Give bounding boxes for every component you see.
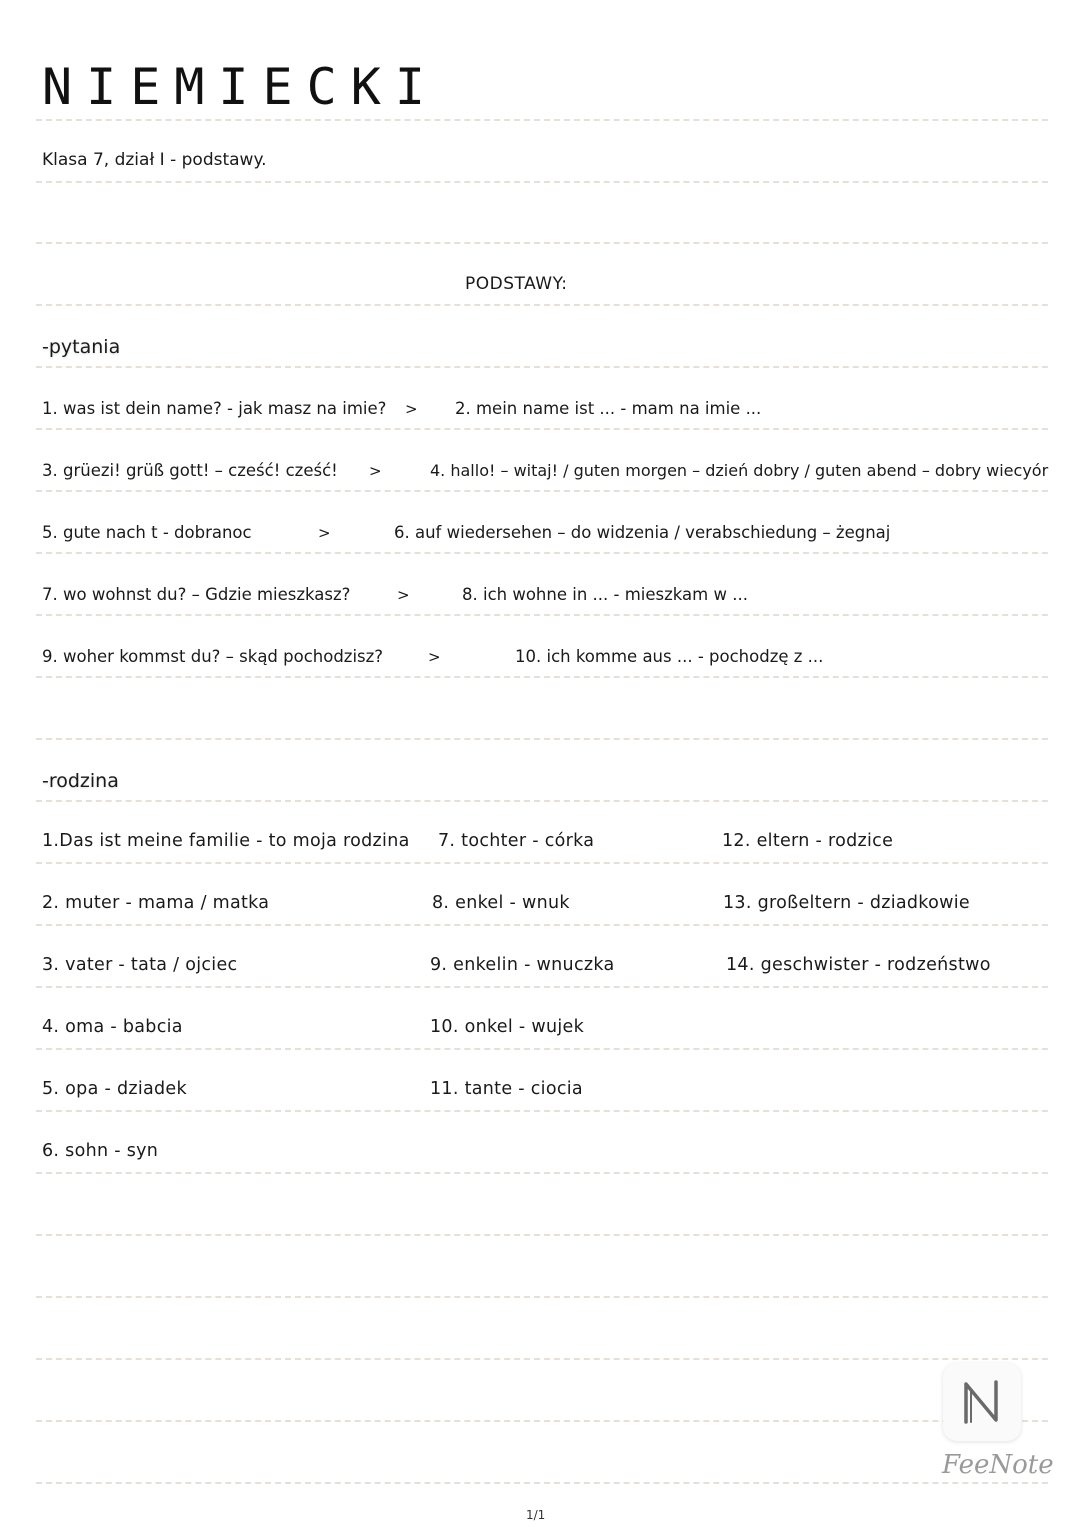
section-label-rodzina: -rodzina (42, 770, 119, 792)
brand-name: FeeNote (942, 1450, 1054, 1480)
vocab-item: 4. oma - babcia (42, 1017, 183, 1037)
question-left: 1. was ist dein name? - jak masz na imie? (42, 399, 387, 418)
vocab-item: 11. tante - ciocia (430, 1079, 583, 1099)
ruled-line (36, 366, 1048, 368)
answer-right: 4. hallo! – witaj! / guten morgen – dzień dobry / guten abend – dobry wiecyór (430, 461, 1049, 480)
answer-right: 6. auf wiedersehen – do widzenia / verabschiedung – żegnaj (394, 523, 891, 542)
answer-right: 10. ich komme aus ... - pochodzę z ... (515, 647, 824, 666)
section-heading: PODSTAWY: (465, 274, 568, 294)
vocab-item: 12. eltern - rodzice (722, 831, 894, 851)
vocab-item: 5. opa - dziadek (42, 1079, 187, 1099)
ruled-line (36, 1048, 1048, 1050)
ruled-line (36, 181, 1048, 183)
ruled-line (36, 552, 1048, 554)
question-left: 9. woher kommst du? – skąd pochodzisz? (42, 647, 384, 666)
ruled-line (36, 1172, 1048, 1174)
ruled-line (36, 490, 1048, 492)
vocab-item: 1.Das ist meine familie - to moja rodzina (42, 831, 410, 851)
question-left: 7. wo wohnst du? – Gdzie mieszkasz? (42, 585, 351, 604)
section-label-pytania: -pytania (42, 336, 121, 358)
arrow-icon: > (405, 400, 418, 418)
vocab-item: 6. sohn - syn (42, 1141, 159, 1161)
ruled-line (36, 676, 1048, 678)
vocab-item: 8. enkel - wnuk (432, 893, 570, 913)
ruled-line (36, 924, 1048, 926)
feenote-logo-icon (943, 1363, 1021, 1441)
vocab-item: 3. vater - tata / ojciec (42, 955, 238, 975)
page-title: NIEMIECKI (42, 58, 439, 116)
n-letter-icon (960, 1378, 1004, 1426)
ruled-line (36, 242, 1048, 244)
vocab-item: 14. geschwister - rodzeństwo (726, 955, 991, 975)
vocab-item: 2. muter - mama / matka (42, 893, 270, 913)
ruled-line (36, 1296, 1048, 1298)
ruled-line (36, 986, 1048, 988)
answer-right: 8. ich wohne in ... - mieszkam w ... (462, 585, 748, 604)
ruled-line (36, 1234, 1048, 1236)
ruled-line (36, 119, 1048, 121)
answer-right: 2. mein name ist ... - mam na imie ... (455, 399, 762, 418)
question-left: 3. grüezi! grüß gott! – cześć! cześć! (42, 461, 338, 480)
ruled-line (36, 1482, 1048, 1484)
ruled-line (36, 304, 1048, 306)
ruled-line (36, 862, 1048, 864)
vocab-item: 7. tochter - córka (438, 831, 595, 851)
ruled-line (36, 428, 1048, 430)
ruled-line (36, 1110, 1048, 1112)
vocab-item: 10. onkel - wujek (430, 1017, 585, 1037)
ruled-line (36, 738, 1048, 740)
arrow-icon: > (397, 586, 410, 604)
vocab-item: 9. enkelin - wnuczka (430, 955, 615, 975)
arrow-icon: > (318, 524, 331, 542)
page-number: 1/1 (526, 1508, 546, 1522)
ruled-line (36, 614, 1048, 616)
question-left: 5. gute nach t - dobranoc (42, 523, 252, 542)
ruled-line (36, 1420, 1048, 1422)
vocab-item: 13. großeltern - dziadkowie (723, 893, 970, 913)
arrow-icon: > (428, 648, 441, 666)
ruled-line (36, 800, 1048, 802)
subtitle: Klasa 7, dział I - podstawy. (42, 150, 267, 170)
ruled-line (36, 1358, 1048, 1360)
arrow-icon: > (369, 462, 382, 480)
